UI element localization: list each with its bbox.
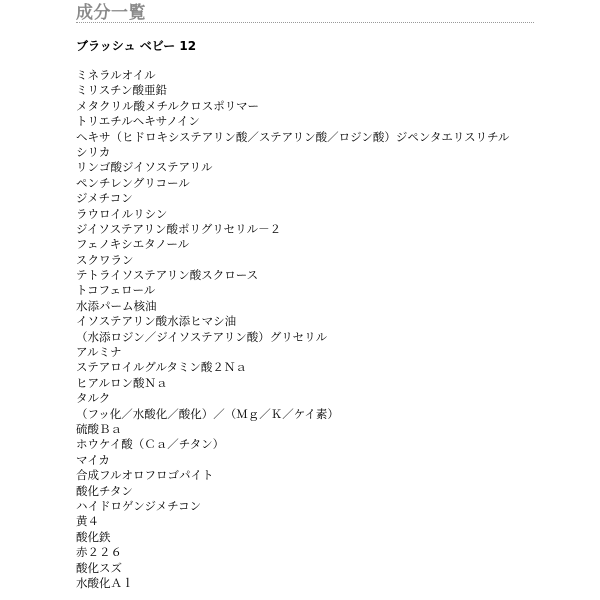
ingredient-item: ペンチレングリコール (76, 175, 190, 190)
ingredient-item: トコフェロール (76, 283, 156, 298)
ingredient-item: 水酸化Ａｌ (76, 575, 134, 590)
ingredient-item: （水添ロジン／ジイソステアリン酸）グリセリル (76, 329, 328, 344)
ingredient-item: イソステアリン酸水添ヒマシ油 (76, 314, 237, 329)
ingredient-item: 酸化チタン (76, 483, 133, 498)
page-title: 成分一覧 (76, 3, 146, 23)
ingredient-item: ラウロイルリシン (76, 206, 168, 221)
ingredient-item: 黄４ (76, 514, 99, 529)
ingredient-item: フェノキシエタノール (76, 237, 190, 252)
ingredient-list (76, 68, 509, 591)
ingredient-item: ステアロイルグルタミン酸２Ｎａ (76, 360, 247, 375)
ingredient-item: タルク (76, 391, 111, 406)
ingredient-item: 水添パーム核油 (76, 298, 157, 313)
ingredient-item: アルミナ (76, 345, 122, 360)
ingredient-item: ホウケイ酸（Ｃａ／チタン） (76, 437, 225, 452)
ingredient-item: ジイソステアリン酸ポリグリセリル－２ (76, 221, 282, 236)
ingredient-item: 合成フルオロフロゴパイト (76, 468, 214, 483)
ingredient-item: テトライソステアリン酸スクロース (76, 268, 259, 283)
product-name: ブラッシュ ベビー 12 (76, 39, 197, 53)
ingredient-item: （フッ化／水酸化／酸化）／（Ｍｇ／Ｋ／ケイ素） (76, 406, 339, 421)
ingredient-item: 硫酸Ｂａ (76, 421, 122, 436)
ingredient-item: ミリスチン酸亜鉛 (76, 83, 167, 98)
ingredient-item: リンゴ酸ジイソステアリル (76, 160, 213, 175)
ingredient-item: ヒアルロン酸Ｎａ (76, 375, 168, 390)
ingredient-item: ヘキサ（ヒドロキシステアリン酸／ステアリン酸／ロジン酸）ジペンタエリスリチル (76, 129, 510, 144)
ingredient-item: スクワラン (76, 252, 134, 267)
ingredient-item: メタクリル酸メチルクロスポリマー (76, 98, 259, 113)
ingredient-item: 酸化鉄 (76, 529, 111, 544)
ingredient-item: 赤２２６ (76, 545, 122, 560)
ingredient-item: マイカ (76, 452, 110, 467)
ingredient-item: ミネラルオイル (76, 68, 156, 82)
ingredient-item: 酸化スズ (76, 560, 122, 575)
title-divider (76, 22, 534, 23)
ingredient-item: トリエチルヘキサノイン (76, 114, 200, 129)
ingredient-item: シリカ (76, 144, 111, 159)
ingredient-item: ハイドロゲンジメチコン (76, 498, 202, 513)
ingredient-item: ジメチコン (76, 191, 133, 206)
